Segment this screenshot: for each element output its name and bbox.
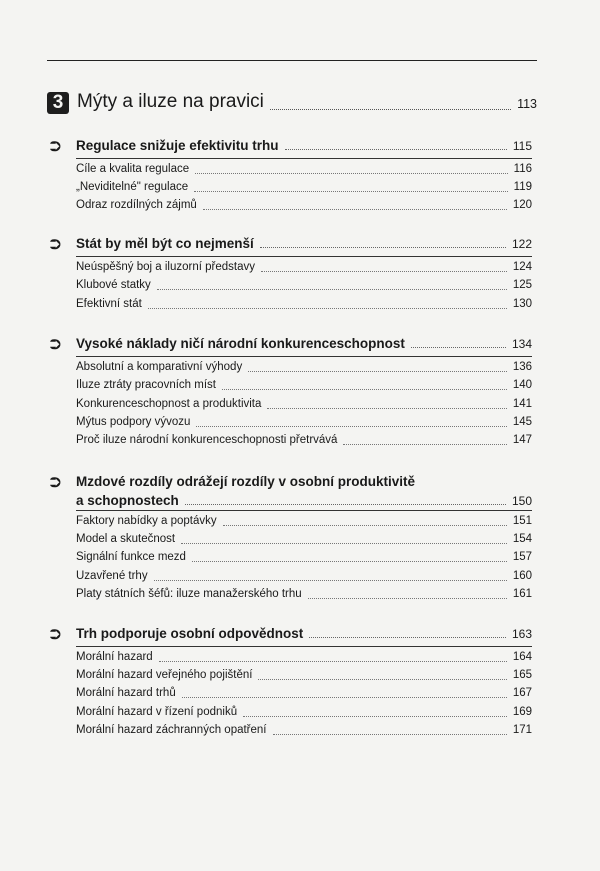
section-divider [76, 510, 532, 511]
leader-dots [411, 347, 506, 348]
toc-entry [76, 686, 532, 701]
entry-title: Absolutní a komparativní výhody [76, 361, 243, 373]
toc-entry [76, 415, 532, 430]
entry-page-number: 125 [512, 279, 532, 291]
entry-page-number: 147 [512, 434, 532, 446]
entry-page-number: 164 [512, 651, 532, 663]
entry-page-number: 169 [512, 706, 532, 718]
toc-entry [76, 180, 532, 195]
toc-entry [76, 278, 532, 293]
entry-page-number: 119 [513, 181, 532, 193]
leader-dots [194, 191, 508, 192]
toc-entry [76, 433, 532, 448]
leader-dots [248, 371, 507, 372]
arrow-right-icon: ⮊ [50, 236, 61, 252]
toc-entry [76, 705, 532, 720]
entry-page-number: 116 [513, 163, 532, 175]
entry-title: „Neviditelné" regulace [76, 181, 189, 193]
toc-section [50, 137, 532, 154]
entry-page-number: 165 [512, 669, 532, 681]
leader-dots [196, 426, 506, 427]
toc-entry [76, 587, 532, 602]
toc-section [50, 625, 532, 642]
entry-page-number: 167 [512, 687, 532, 699]
leader-dots [267, 408, 506, 409]
section-title-line2: a schopnostech [76, 493, 179, 508]
leader-dots [308, 598, 507, 599]
entry-title: Morální hazard veřejného pojištění [76, 669, 253, 681]
toc-entry [76, 650, 532, 665]
chapter-page-number: 113 [517, 97, 537, 111]
leader-dots [192, 561, 507, 562]
leader-dots [273, 734, 507, 735]
entry-title: Faktory nabídky a poptávky [76, 515, 217, 527]
section-page-number: 115 [512, 139, 532, 153]
toc-entry [76, 260, 532, 275]
section-divider [76, 646, 532, 647]
section-page-number: 134 [511, 337, 532, 351]
leader-dots [185, 504, 506, 505]
toc-entry [76, 297, 532, 312]
section-divider [76, 256, 532, 257]
entry-page-number: 136 [512, 361, 532, 373]
entry-title: Cíle a kvalita regulace [76, 163, 190, 175]
toc-entry [76, 360, 532, 375]
leader-dots [260, 247, 506, 248]
toc-entry [76, 514, 532, 529]
entry-page-number: 140 [512, 379, 532, 391]
top-rule [47, 60, 537, 61]
toc-entry [76, 162, 532, 177]
chapter-number-badge: 3 [47, 92, 69, 114]
entry-title: Proč iluze národní konkurenceschopnosti přetrvává [76, 434, 338, 446]
leader-dots [195, 173, 508, 174]
entry-title: Neúspěšný boj a iluzorní představy [76, 261, 255, 273]
leader-dots [309, 637, 506, 638]
section-page-number: 122 [511, 237, 532, 251]
entry-page-number: 157 [512, 551, 532, 563]
leader-dots [343, 444, 506, 445]
entry-page-number: 120 [512, 199, 532, 211]
entry-title: Konkurenceschopnost a produktivita [76, 398, 262, 410]
entry-title: Platy státních šéfů: iluze manažerského trhu [76, 588, 302, 600]
entry-page-number: 171 [512, 724, 532, 736]
leader-dots [148, 308, 507, 309]
toc-entry [76, 723, 532, 738]
leader-dots [258, 679, 506, 680]
toc-entry [76, 397, 532, 412]
toc-entry [76, 378, 532, 393]
entry-title: Efektivní stát [76, 298, 142, 310]
toc-entry [76, 668, 532, 683]
entry-page-number: 161 [512, 588, 532, 600]
entry-title: Morální hazard záchranných opatření [76, 724, 267, 736]
chapter-heading [47, 86, 537, 114]
arrow-right-icon: ⮊ [50, 474, 61, 490]
entry-title: Uzavřené trhy [76, 570, 148, 582]
section-page-number: 163 [511, 627, 532, 641]
leader-dots [182, 697, 507, 698]
section-title-line1: Mzdové rozdíly odrážejí rozdíly v osobní produktivitě [76, 474, 416, 489]
toc-entry [76, 550, 532, 565]
leader-dots [159, 661, 507, 662]
entry-page-number: 151 [512, 515, 532, 527]
leader-dots [154, 580, 507, 581]
entry-title: Morální hazard v řízení podniků [76, 706, 238, 718]
chapter-title: Mýty a iluze na pravici [77, 91, 264, 112]
section-title: Vysoké náklady ničí národní konkurenceschopnost [76, 336, 405, 351]
toc-section [50, 335, 532, 352]
toc-entry [76, 198, 532, 213]
entry-title: Odraz rozdílných zájmů [76, 199, 197, 211]
section-title: Stát by měl být co nejmenší [76, 236, 254, 251]
leader-dots [223, 525, 507, 526]
leader-dots [243, 716, 507, 717]
entry-title: Model a skutečnost [76, 533, 176, 545]
entry-page-number: 130 [512, 298, 532, 310]
section-title: Trh podporuje osobní odpovědnost [76, 626, 304, 641]
entry-page-number: 160 [512, 570, 532, 582]
section-divider [76, 158, 532, 159]
entry-title: Klubové statky [76, 279, 151, 291]
entry-page-number: 124 [512, 261, 532, 273]
leader-dots [270, 109, 511, 110]
leader-dots [261, 271, 507, 272]
section-title: Regulace snižuje efektivitu trhu [76, 138, 279, 153]
leader-dots [203, 209, 507, 210]
toc-section [50, 235, 532, 252]
section-page-number: 150 [511, 494, 532, 508]
leader-dots [222, 389, 507, 390]
toc-entry [76, 532, 532, 547]
arrow-right-icon: ⮊ [50, 336, 61, 352]
leader-dots [181, 543, 507, 544]
leader-dots [157, 289, 507, 290]
entry-page-number: 154 [512, 533, 532, 545]
entry-page-number: 145 [512, 416, 532, 428]
entry-page-number: 141 [512, 398, 532, 410]
entry-title: Morální hazard trhů [76, 687, 176, 699]
arrow-right-icon: ⮊ [50, 138, 61, 154]
entry-title: Signální funkce mezd [76, 551, 186, 563]
toc-section [50, 473, 532, 509]
entry-title: Iluze ztráty pracovních míst [76, 379, 216, 391]
entry-title: Mýtus podpory vývozu [76, 416, 191, 428]
toc-entry [76, 569, 532, 584]
leader-dots [285, 149, 507, 150]
arrow-right-icon: ⮊ [50, 626, 61, 642]
section-divider [76, 356, 532, 357]
entry-title: Morální hazard [76, 651, 153, 663]
